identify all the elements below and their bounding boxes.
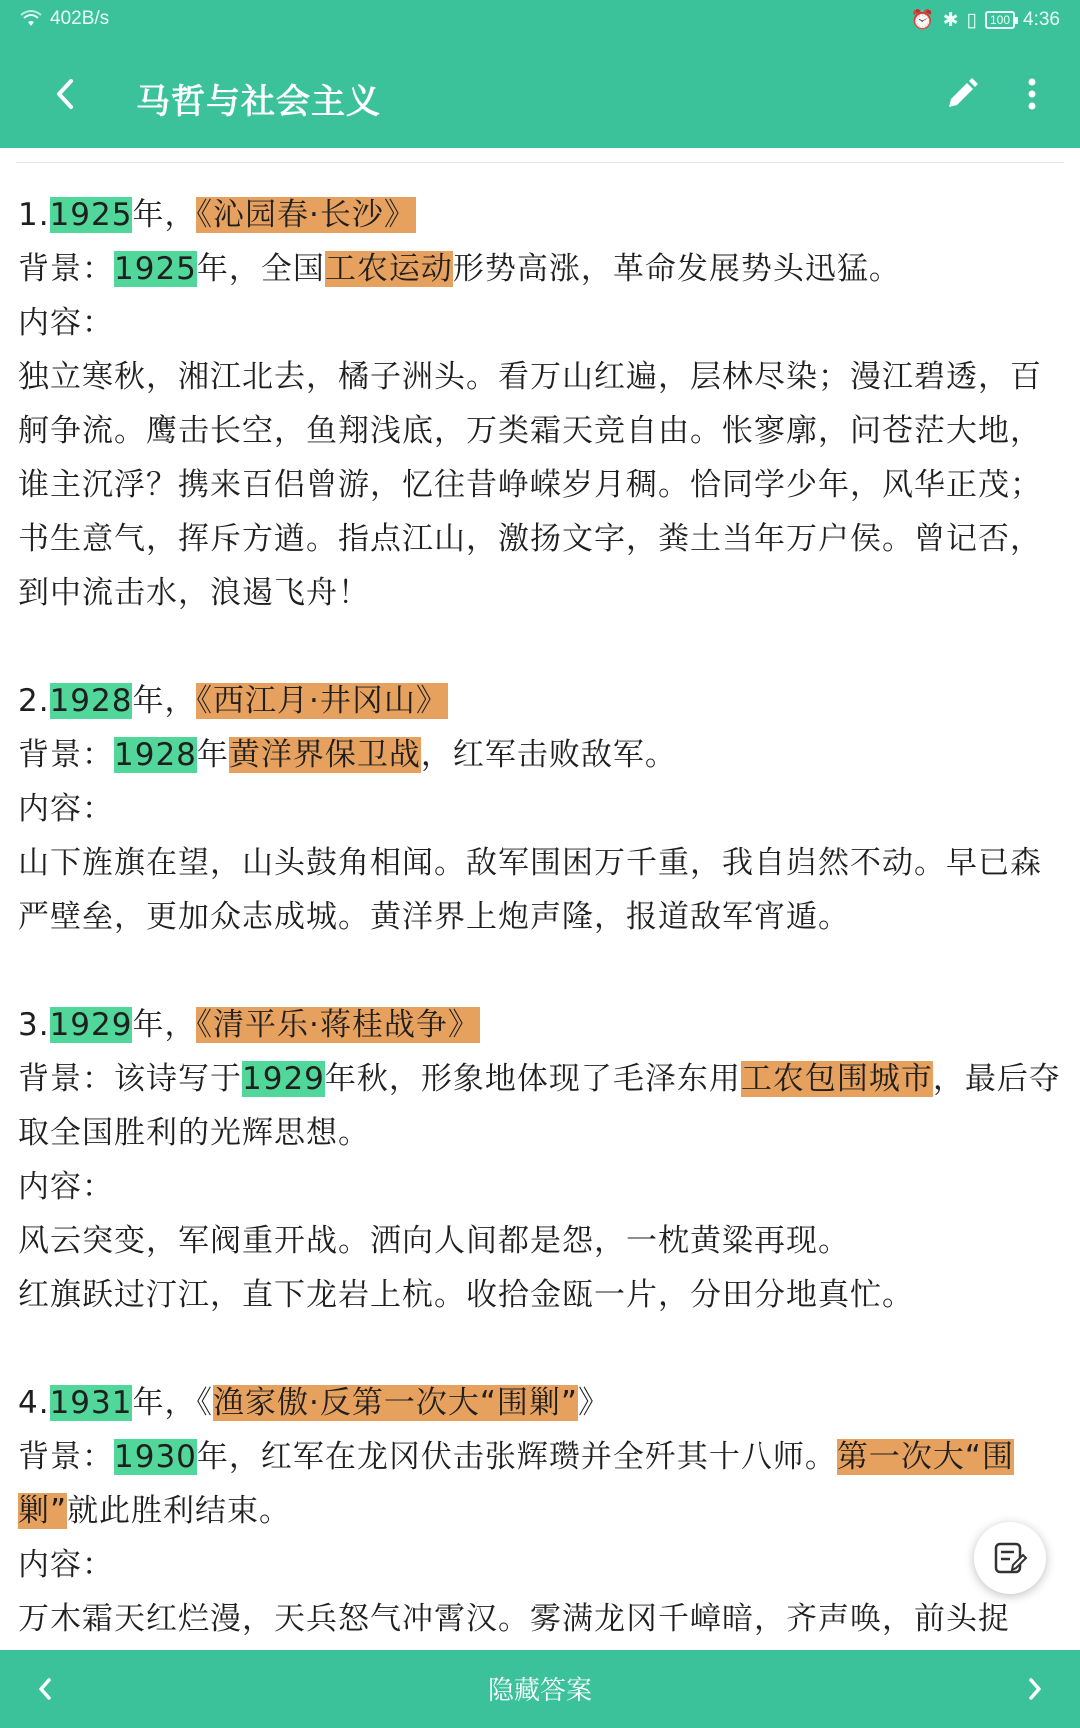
hide-answer-button[interactable]: 隐藏答案 [487,1676,592,1706]
wifi-icon [20,10,42,28]
more-options-button[interactable] [1006,68,1058,120]
year-highlight: 1928 [49,683,133,719]
divider [16,162,1064,163]
poem-title: 《清平乐·蒋桂战争》 [196,1007,480,1043]
background-text: 年，红军在龙冈伏击张辉瓒并全歼其十八师。 [196,1439,837,1475]
year-highlight: 1929 [49,1007,133,1043]
back-arrow-icon [51,77,81,111]
bluetooth-icon: ✱ [942,9,959,31]
edit-button[interactable] [936,68,988,120]
entry-number: 4. [18,1385,50,1421]
poem-entry [18,674,1068,944]
background-year: 1925 [114,251,197,287]
background-label: 背景： [18,737,114,773]
entry-number: 2. [18,683,50,719]
poem-content-line: 红旗跃过汀江，直下龙岩上杭。收拾金瓯一片，分田分地真忙。 [18,1277,914,1313]
background-text: 年 [196,737,229,773]
page-title: 马哲与社会主义 [136,82,381,122]
poem-content-line: 风云突变，军阀重开战。洒向人间都是怨，一枕黄粱再现。 [18,1223,850,1259]
clock: 4:36 [1023,9,1060,30]
entry-number: 3. [18,1007,50,1043]
background-text: 年秋，形象地体现了毛泽东用 [324,1061,741,1097]
poem-entry [18,1376,1068,1646]
previous-button[interactable] [20,1664,70,1714]
poem-title: 渔家傲·反第一次大“围剿” [212,1385,578,1421]
year-suffix: 年， [132,197,197,233]
note-edit-button[interactable] [974,1522,1046,1594]
background-highlight: 黄洋界保卫战 [228,737,421,773]
poem-entry [18,188,1068,620]
background-line [18,1052,1068,1160]
entry-heading [18,1376,1068,1430]
entry-heading [18,674,1068,728]
year-highlight: 1925 [49,197,133,233]
entry-heading [18,998,1068,1052]
content-label: 内容： [18,791,114,827]
chevron-left-icon [35,1676,55,1702]
status-right [911,8,1060,32]
year-suffix: 年， [132,683,197,719]
pencil-icon [945,77,979,111]
background-highlight: 工农运动 [324,251,453,287]
background-year: 1928 [114,737,197,773]
background-highlight: 第一次大“围剿” [18,1439,1014,1529]
more-vert-icon [1027,78,1037,110]
background-year: 1929 [242,1061,325,1097]
year-suffix: 年， [132,1007,197,1043]
battery-icon: 100 [985,11,1015,29]
background-text: 年，全国 [196,251,325,287]
note-edit-icon [992,1540,1028,1576]
poem-content: 独立寒秋，湘江北去，橘子洲头。看万山红遍，层林尽染；漫江碧透，百舸争流。鹰击长空，鱼翔浅底，万类霜天竞自由。怅寥廓，问苍茫大地，谁主沉浮？携来百侣曾游，忆往昔峥嵘岁月稠。恰同学少年，风华正茂；书生意气，挥斥方遒。指点江山，激扬文字，粪土当年万户侯。曾记否，到中流击水，浪遏飞舟！ [18,359,1042,611]
alarm-icon: ⏰ [910,10,935,31]
poem-title: 《沁园春·长沙》 [196,197,416,233]
next-button[interactable] [1010,1664,1060,1714]
content-label: 内容： [18,1169,114,1205]
background-year: 1930 [114,1439,197,1475]
background-label: 背景： [18,1061,114,1097]
content-area [18,188,1068,1650]
content-label: 内容： [18,305,114,341]
poem-content: 山下旌旗在望，山头鼓角相闻。敌军围困万千重，我自岿然不动。早已森严壁垒，更加众志成城。黄洋界上炮声隆，报道敌军宵遁。 [18,845,1042,935]
background-text: ，最后夺取全国胜利的光辉思想。 [18,1061,1061,1151]
back-button[interactable] [40,68,92,120]
network-speed: 402B/s [50,8,110,29]
title-bracket: 《 [196,1385,213,1421]
background-label: 背景： [18,251,114,287]
background-line [18,728,1068,782]
entry-heading [18,188,1068,242]
chevron-right-icon [1025,1676,1045,1702]
vibrate-icon: ▯ [966,9,977,31]
poem-entry [18,998,1068,1322]
background-line [18,242,1068,296]
year-suffix: 年， [132,1385,197,1421]
status-bar [0,0,1080,40]
background-text: 该诗写于 [114,1061,242,1097]
background-text: 形势高涨，革命发展势头迅猛。 [452,251,901,287]
title-bracket: 》 [577,1385,610,1421]
status-left [20,8,109,30]
poem-title: 《西江月·井冈山》 [196,683,448,719]
bottom-bar [0,1650,1080,1728]
background-label: 背景： [18,1439,114,1475]
poem-content: 万木霜天红烂漫，天兵怒气冲霄汉。雾满龙冈千嶂暗，齐声唤，前头捉 [18,1601,1010,1637]
background-text: 就此胜利结束。 [67,1493,292,1529]
app-bar [0,40,1080,148]
year-highlight: 1931 [49,1385,133,1421]
content-label: 内容： [18,1547,114,1583]
entry-number: 1. [18,197,50,233]
background-highlight: 工农包围城市 [740,1061,933,1097]
background-text: ，红军击败敌军。 [420,737,677,773]
background-line [18,1430,1068,1538]
